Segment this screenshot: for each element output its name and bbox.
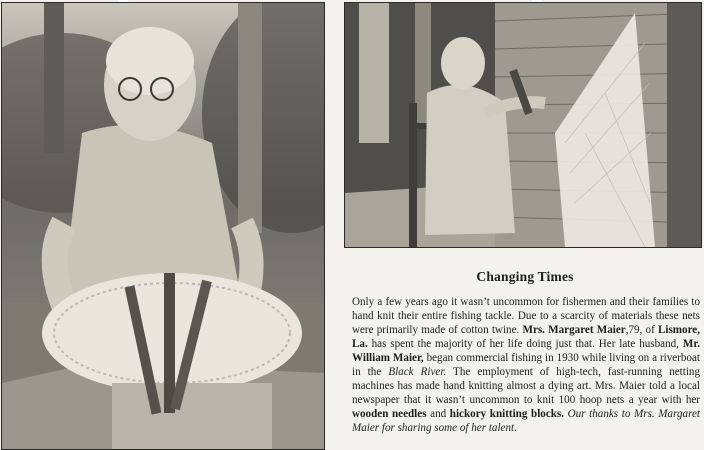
photo-woman-with-needles: [1, 2, 325, 450]
article-text-run: wooden needles: [352, 408, 427, 420]
article-text-run: Mr. William Maier,: [352, 338, 700, 364]
article-text-run: Our thanks to Mrs. Margaret Maier for sharing some of her talent.: [352, 408, 700, 434]
article-text-run: hickory knitting blocks.: [449, 408, 565, 420]
article-text-run: has spent the majority of her life doing just that. Her late husband,: [367, 338, 683, 350]
article-text-run: and: [426, 408, 450, 420]
article: [350, 262, 700, 448]
article-text-run: Black River.: [388, 366, 447, 378]
article-title: Changing Times: [476, 269, 574, 284]
article-text-run: began commercial fishing in 1930 while living on a riverboat in the: [352, 352, 700, 378]
article-text-run: The employment of high-tech, fast-running netting machines has made hand knitting almost a dying art. Mrs. Maier told a local newspaper that it wasn’t uncommon to knit 100 hoop nets a year with her: [352, 366, 700, 406]
article-body: [350, 295, 700, 435]
photo-woman-knitting-net: [344, 2, 702, 248]
article-text-run: Mrs. Margaret Maier: [522, 324, 626, 336]
article-text-run: Lismore, La.: [352, 324, 700, 350]
article-text-run: Only a few years ago it wasn’t uncommon for fishermen and their families to hand knit their entire fishing tackle. Due to a scarcity of materials these nets were primarily made of cotton twine.: [352, 296, 700, 336]
article-text-run: ,79, of: [625, 324, 658, 336]
